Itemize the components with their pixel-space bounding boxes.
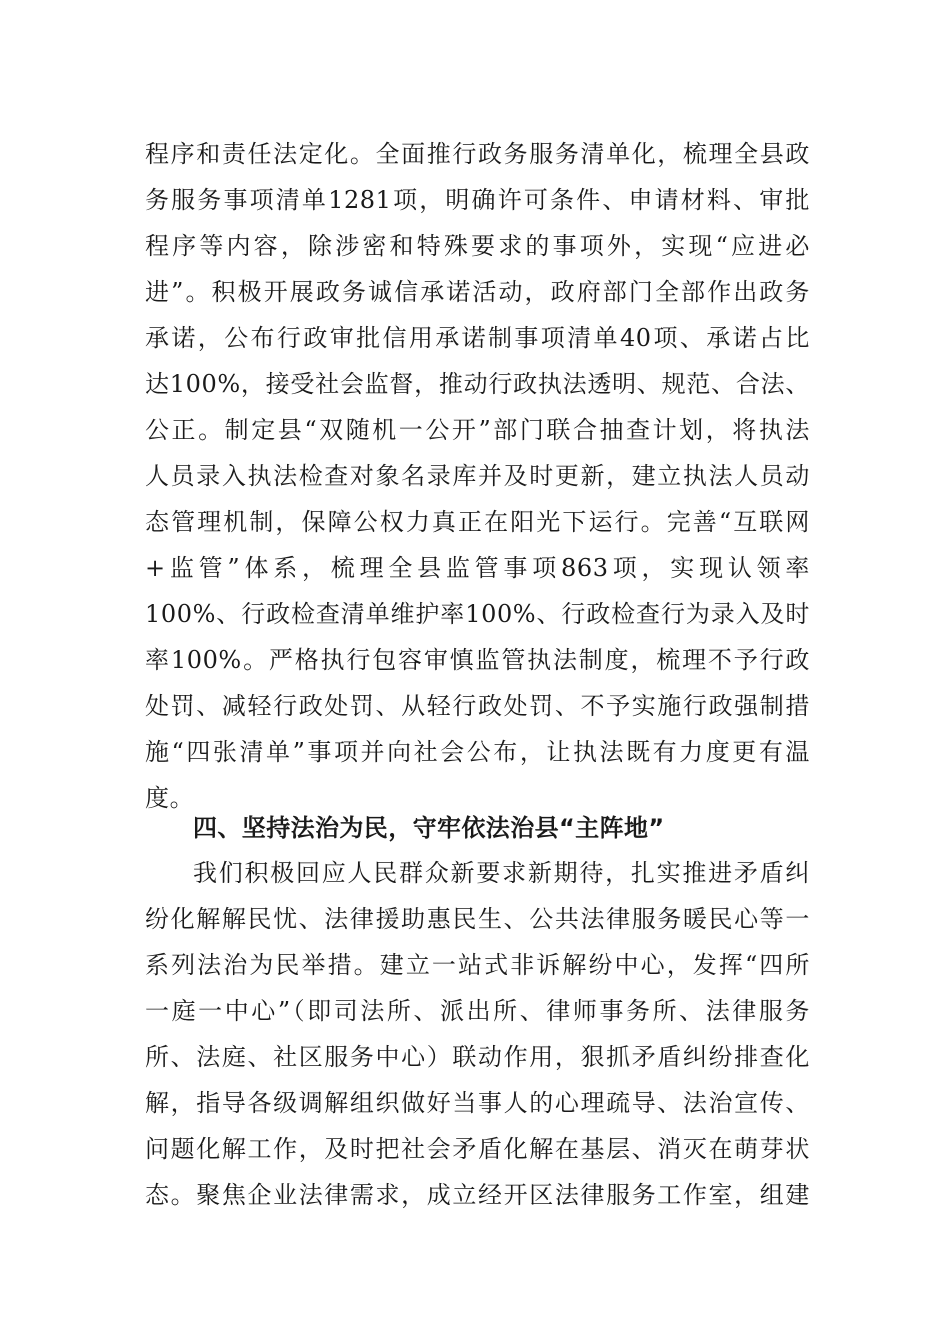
text-line: 态管理机制，保障公权力真正在阳光下运行。完善“互联网 bbox=[145, 508, 810, 536]
text-line: 程序等内容，除涉密和特殊要求的事项外，实现“应进必 bbox=[145, 232, 810, 260]
text-line: 态。聚焦企业法律需求，成立经开区法律服务工作室，组建 bbox=[145, 1181, 810, 1209]
text-line: 率100%。严格执行包容审慎监管执法制度，梳理不予行政 bbox=[145, 646, 810, 674]
text-line: 公正。制定县“双随机一公开”部门联合抽查计划，将执法 bbox=[145, 416, 810, 444]
text-line: 100%、行政检查清单维护率100%、行政检查行为录入及时 bbox=[145, 600, 810, 628]
text-line: 系列法治为民举措。建立一站式非诉解纷中心，发挥“四所 bbox=[145, 951, 810, 979]
text-line: 施“四张清单”事项并向社会公布，让执法既有力度更有温 bbox=[145, 738, 810, 766]
text-line: 我们积极回应人民群众新要求新期待，扎实推进矛盾纠 bbox=[193, 859, 810, 887]
text-line: 承诺，公布行政审批信用承诺制事项清单40项、承诺占比 bbox=[145, 324, 810, 352]
text-line: 度。 bbox=[145, 784, 195, 812]
section-heading: 四、坚持法治为民，守牢依法治县“主阵地” bbox=[193, 814, 665, 842]
text-line: 达100%，接受社会监督，推动行政执法透明、规范、合法、 bbox=[145, 370, 810, 398]
text-line: 问题化解工作，及时把社会矛盾化解在基层、消灭在萌芽状 bbox=[145, 1135, 810, 1163]
text-line: 务服务事项清单1281项，明确许可条件、申请材料、审批 bbox=[145, 186, 810, 214]
text-line: 程序和责任法定化。全面推行政务服务清单化，梳理全县政 bbox=[145, 140, 810, 168]
text-line: 一庭一中心”（即司法所、派出所、律师事务所、法律服务 bbox=[145, 997, 810, 1025]
text-line: 解，指导各级调解组织做好当事人的心理疏导、法治宣传、 bbox=[145, 1089, 810, 1117]
text-line: 人员录入执法检查对象名录库并及时更新，建立执法人员动 bbox=[145, 462, 810, 490]
text-line: 进”。积极开展政务诚信承诺活动，政府部门全部作出政务 bbox=[145, 278, 810, 306]
text-line: 处罚、减轻行政处罚、从轻行政处罚、不予实施行政强制措 bbox=[145, 692, 810, 720]
text-line: 纷化解解民忧、法律援助惠民生、公共法律服务暖民心等一 bbox=[145, 905, 810, 933]
text-line: 所、法庭、社区服务中心）联动作用，狠抓矛盾纠纷排查化 bbox=[145, 1043, 810, 1071]
text-line: +监管”体系，梳理全县监管事项863项，实现认领率 bbox=[145, 554, 810, 582]
